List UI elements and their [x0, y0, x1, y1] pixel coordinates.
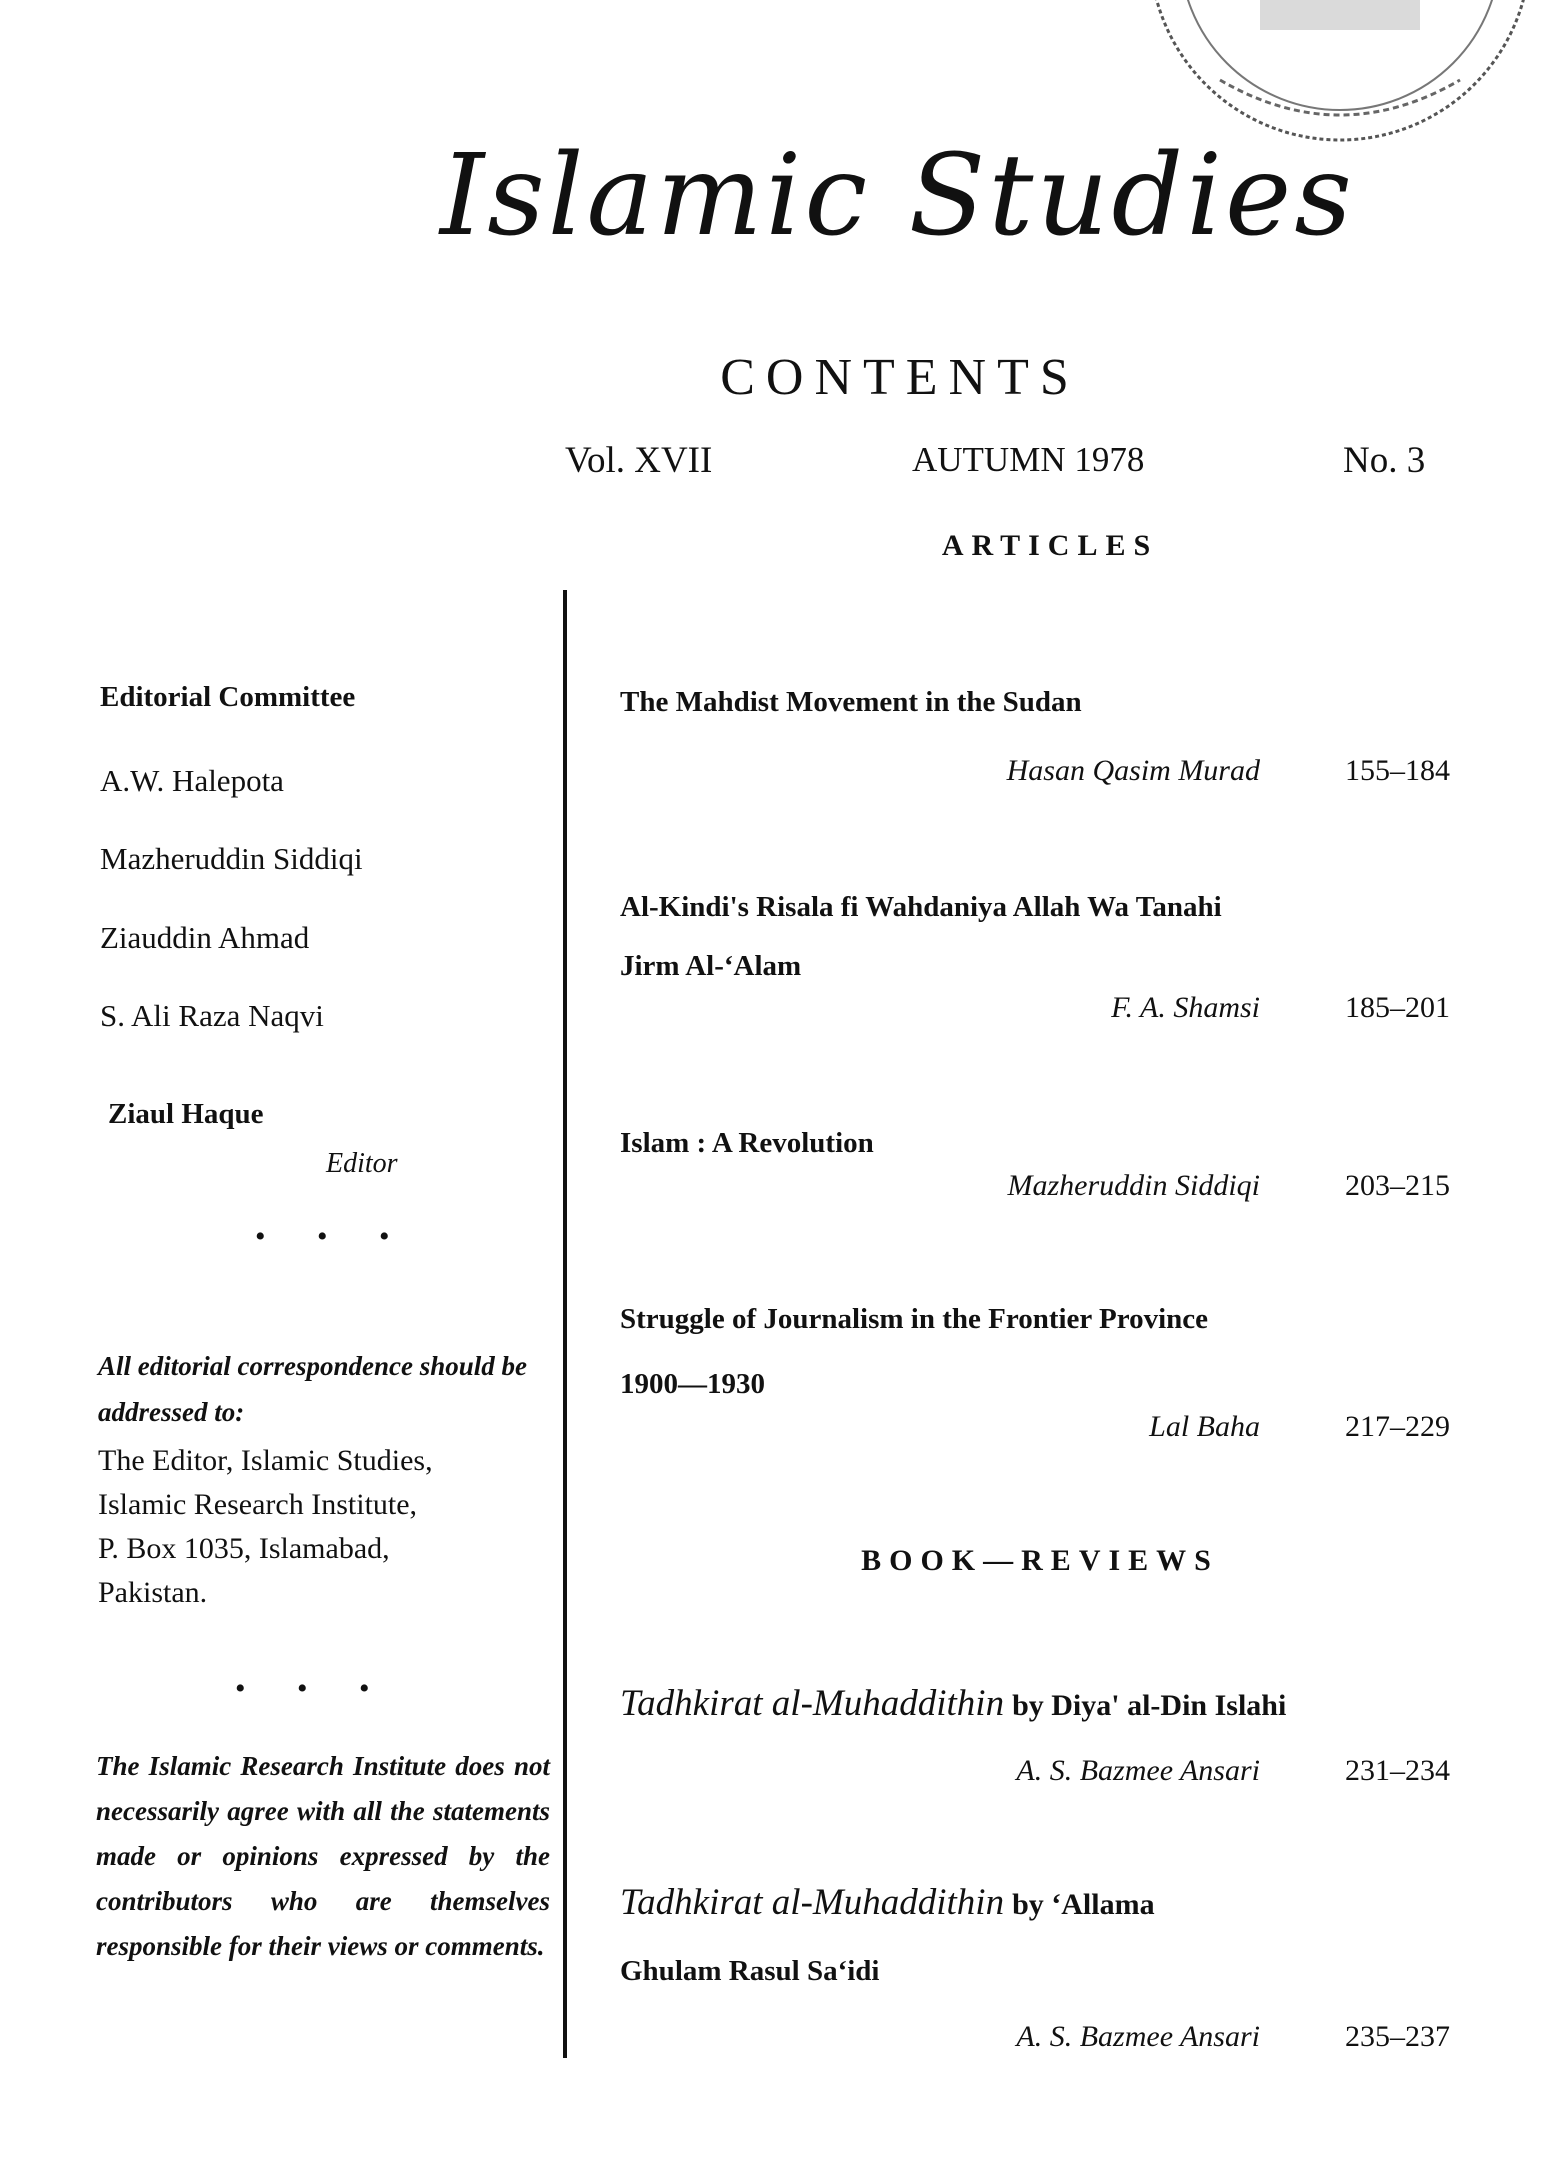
review-book-title: Tadhkirat al-Muhaddithin	[620, 1683, 1005, 1724]
review-reviewer: A. S. Bazmee Ansari	[1016, 1754, 1260, 1787]
column-divider	[563, 590, 567, 2058]
article-title-continued: Jirm Al-‘Alam	[620, 950, 802, 982]
article-author: Lal Baha	[1149, 1410, 1260, 1443]
address-line: Islamic Research Institute,	[98, 1488, 418, 1521]
committee-member: Ziauddin Ahmad	[100, 920, 310, 955]
review-book-author: by Diya' al-Din Islahi	[1012, 1689, 1287, 1722]
article-author: Mazheruddin Siddiqi	[1007, 1169, 1260, 1202]
committee-member: Mazheruddin Siddiqi	[100, 841, 363, 876]
committee-member: A.W. Halepota	[100, 763, 284, 798]
editor-role: Editor	[326, 1148, 398, 1179]
address-line: The Editor, Islamic Studies,	[98, 1444, 433, 1477]
article-author: F. A. Shamsi	[1111, 991, 1260, 1024]
address-line: P. Box 1035, Islamabad,	[98, 1532, 390, 1565]
article-pages: 217–229	[1345, 1410, 1450, 1443]
issue-number: No. 3	[1343, 440, 1426, 481]
review-title	[620, 1884, 1155, 1921]
articles-heading: ARTICLES	[941, 529, 1159, 562]
review-book-author-continued: Ghulam Rasul Sa‘idi	[620, 1955, 880, 1987]
review-reviewer: A. S. Bazmee Ansari	[1016, 2020, 1260, 2053]
article-pages: 185–201	[1345, 991, 1450, 1024]
address-line: Pakistan.	[98, 1576, 208, 1609]
article-title: The Mahdist Movement in the Sudan	[620, 686, 1082, 718]
review-book-title: Tadhkirat al-Muhaddithin	[620, 1882, 1005, 1923]
editorial-committee-heading: Editorial Committee	[100, 681, 356, 713]
article-pages: 203–215	[1345, 1169, 1450, 1202]
article-title: Islam : A Revolution	[620, 1127, 874, 1159]
book-reviews-heading: BOOK—REVIEWS	[861, 1544, 1219, 1577]
editor-address	[98, 1439, 548, 1615]
article-pages: 155–184	[1345, 754, 1450, 787]
issue-volume: Vol. XVII	[565, 440, 713, 481]
journal-title-logo: Islamic Studies	[440, 131, 1355, 261]
contents-heading: CONTENTS	[720, 349, 1080, 406]
separator-dots: • • •	[255, 1220, 412, 1253]
article-title: Struggle of Journalism in the Frontier Province	[620, 1303, 1209, 1335]
review-book-author: by ‘Allama	[1012, 1888, 1155, 1921]
committee-member: S. Ali Raza Naqvi	[100, 998, 324, 1033]
article-author: Hasan Qasim Murad	[1006, 754, 1260, 787]
separator-dots: • • •	[235, 1672, 392, 1705]
disclaimer-note: The Islamic Research Institute does not necessarily agree with all the statements made or opinions expressed by the contributors who are themselves responsible for their views or comments.	[96, 1751, 550, 1961]
review-pages: 235–237	[1345, 2020, 1450, 2053]
article-title-continued: 1900—1930	[620, 1368, 765, 1400]
article-title: Al-Kindi's Risala fi Wahdaniya Allah Wa Tanahi	[620, 891, 1222, 923]
correspondence-note: All editorial correspondence should be addressed to:	[98, 1351, 528, 1427]
review-title	[620, 1685, 1286, 1722]
editor-name: Ziaul Haque	[108, 1098, 264, 1130]
issue-season: AUTUMN 1978	[912, 440, 1145, 479]
review-pages: 231–234	[1345, 1754, 1450, 1787]
